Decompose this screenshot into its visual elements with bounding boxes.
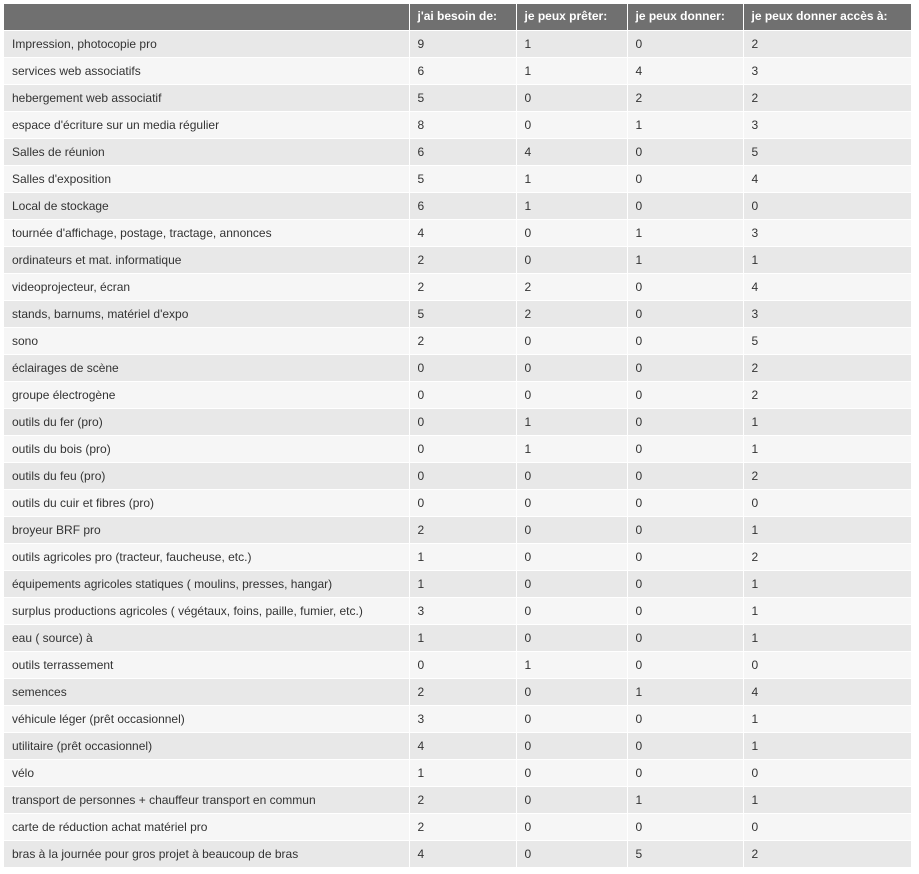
cell-resource: broyeur BRF pro [4,516,409,543]
cell-give: 1 [627,678,743,705]
cell-give: 0 [627,732,743,759]
table-row [4,705,911,732]
cell-lend: 1 [516,192,627,219]
cell-need: 2 [409,516,516,543]
cell-give-access: 0 [743,813,911,840]
header-give-access: je peux donner accès à: [743,4,911,30]
cell-give-access: 4 [743,165,911,192]
cell-give: 0 [627,597,743,624]
cell-give-access: 2 [743,84,911,111]
cell-give: 0 [627,516,743,543]
cell-lend: 4 [516,138,627,165]
table-row [4,813,911,840]
cell-lend: 0 [516,111,627,138]
table-row [4,354,911,381]
cell-lend: 0 [516,732,627,759]
table-row [4,462,911,489]
cell-give: 0 [627,813,743,840]
cell-resource: surplus productions agricoles ( végétaux, foins, paille, fumier, etc.) [4,597,409,624]
cell-need: 3 [409,705,516,732]
cell-give-access: 4 [743,678,911,705]
header-row [4,4,911,30]
cell-give: 0 [627,354,743,381]
cell-resource: Salles de réunion [4,138,409,165]
cell-give: 0 [627,408,743,435]
cell-resource: transport de personnes + chauffeur transport en commun [4,786,409,813]
cell-resource: espace d'écriture sur un media régulier [4,111,409,138]
cell-need: 0 [409,381,516,408]
table-row [4,30,911,57]
cell-give-access: 2 [743,381,911,408]
cell-need: 0 [409,435,516,462]
cell-give-access: 1 [743,516,911,543]
cell-resource: tournée d'affichage, postage, tractage, annonces [4,219,409,246]
cell-resource: stands, barnums, matériel d'expo [4,300,409,327]
cell-lend: 0 [516,327,627,354]
table-row [4,786,911,813]
cell-give-access: 0 [743,489,911,516]
header-resource [4,4,409,30]
cell-lend: 0 [516,462,627,489]
cell-give-access: 0 [743,759,911,786]
table-row [4,57,911,84]
cell-resource: outils du cuir et fibres (pro) [4,489,409,516]
cell-lend: 1 [516,165,627,192]
cell-give: 1 [627,786,743,813]
cell-resource: services web associatifs [4,57,409,84]
cell-give-access: 0 [743,651,911,678]
cell-give: 1 [627,219,743,246]
cell-need: 4 [409,732,516,759]
cell-lend: 0 [516,219,627,246]
cell-resource: videoprojecteur, écran [4,273,409,300]
table-row [4,570,911,597]
table-row [4,219,911,246]
cell-give: 0 [627,381,743,408]
cell-need: 3 [409,597,516,624]
cell-lend: 0 [516,813,627,840]
table-header [4,4,911,30]
cell-give-access: 5 [743,327,911,354]
cell-need: 5 [409,165,516,192]
cell-lend: 0 [516,354,627,381]
cell-resource: véhicule léger (prêt occasionnel) [4,705,409,732]
table-row [4,246,911,273]
cell-give-access: 0 [743,192,911,219]
table-row [4,678,911,705]
cell-resource: carte de réduction achat matériel pro [4,813,409,840]
cell-lend: 1 [516,435,627,462]
cell-need: 2 [409,678,516,705]
table-row [4,111,911,138]
cell-need: 5 [409,84,516,111]
cell-give-access: 1 [743,624,911,651]
table-row [4,165,911,192]
cell-need: 1 [409,570,516,597]
cell-resource: éclairages de scène [4,354,409,381]
cell-give: 5 [627,840,743,867]
table-row [4,381,911,408]
cell-need: 9 [409,30,516,57]
cell-give-access: 3 [743,57,911,84]
cell-give-access: 1 [743,597,911,624]
cell-need: 6 [409,138,516,165]
cell-lend: 1 [516,651,627,678]
cell-resource: équipements agricoles statiques ( moulins, presses, hangar) [4,570,409,597]
cell-need: 6 [409,57,516,84]
cell-need: 1 [409,543,516,570]
table-row [4,516,911,543]
table-row [4,489,911,516]
cell-need: 1 [409,624,516,651]
cell-give-access: 2 [743,354,911,381]
header-give: je peux donner: [627,4,743,30]
cell-give: 0 [627,435,743,462]
cell-need: 2 [409,327,516,354]
cell-need: 6 [409,192,516,219]
resource-table [4,4,911,867]
cell-lend: 0 [516,246,627,273]
cell-lend: 0 [516,84,627,111]
cell-give: 0 [627,30,743,57]
cell-resource: hebergement web associatif [4,84,409,111]
cell-give: 1 [627,246,743,273]
cell-resource: semences [4,678,409,705]
table-row [4,732,911,759]
table-row [4,840,911,867]
table-row [4,435,911,462]
cell-give: 0 [627,138,743,165]
cell-give-access: 3 [743,219,911,246]
cell-give-access: 5 [743,138,911,165]
cell-lend: 0 [516,570,627,597]
cell-give: 0 [627,462,743,489]
cell-need: 0 [409,354,516,381]
cell-lend: 0 [516,543,627,570]
cell-give-access: 1 [743,732,911,759]
cell-resource: vélo [4,759,409,786]
cell-give: 0 [627,651,743,678]
table-row [4,138,911,165]
cell-give: 0 [627,705,743,732]
cell-lend: 0 [516,597,627,624]
cell-resource: sono [4,327,409,354]
cell-give-access: 1 [743,246,911,273]
cell-give: 0 [627,300,743,327]
cell-lend: 0 [516,759,627,786]
cell-give: 2 [627,84,743,111]
cell-give-access: 3 [743,111,911,138]
cell-lend: 0 [516,489,627,516]
table-row [4,273,911,300]
cell-need: 0 [409,651,516,678]
cell-lend: 0 [516,786,627,813]
cell-lend: 1 [516,57,627,84]
cell-give-access: 1 [743,570,911,597]
cell-resource: Impression, photocopie pro [4,30,409,57]
cell-lend: 1 [516,408,627,435]
cell-give-access: 1 [743,435,911,462]
table-row [4,543,911,570]
cell-need: 4 [409,219,516,246]
cell-resource: outils agricoles pro (tracteur, faucheuse, etc.) [4,543,409,570]
cell-resource: bras à la journée pour gros projet à beaucoup de bras [4,840,409,867]
cell-need: 8 [409,111,516,138]
header-need: j'ai besoin de: [409,4,516,30]
cell-lend: 2 [516,273,627,300]
cell-need: 0 [409,462,516,489]
cell-give: 0 [627,759,743,786]
cell-give-access: 1 [743,705,911,732]
cell-need: 0 [409,489,516,516]
cell-give: 0 [627,570,743,597]
resource-table-wrapper [4,4,911,867]
header-lend: je peux prêter: [516,4,627,30]
cell-lend: 0 [516,516,627,543]
cell-resource: outils du bois (pro) [4,435,409,462]
cell-give-access: 1 [743,786,911,813]
cell-need: 0 [409,408,516,435]
table-row [4,624,911,651]
cell-need: 5 [409,300,516,327]
cell-need: 4 [409,840,516,867]
cell-resource: Salles d'exposition [4,165,409,192]
table-row [4,759,911,786]
cell-lend: 0 [516,840,627,867]
cell-resource: Local de stockage [4,192,409,219]
table-row [4,192,911,219]
cell-resource: outils du feu (pro) [4,462,409,489]
cell-resource: eau ( source) à [4,624,409,651]
cell-resource: outils du fer (pro) [4,408,409,435]
cell-lend: 1 [516,30,627,57]
cell-lend: 2 [516,300,627,327]
cell-need: 1 [409,759,516,786]
cell-give-access: 2 [743,30,911,57]
table-row [4,327,911,354]
table-row [4,597,911,624]
cell-lend: 0 [516,624,627,651]
cell-resource: ordinateurs et mat. informatique [4,246,409,273]
cell-need: 2 [409,273,516,300]
cell-give: 0 [627,192,743,219]
cell-give-access: 1 [743,408,911,435]
cell-give: 1 [627,111,743,138]
cell-lend: 0 [516,678,627,705]
cell-resource: outils terrassement [4,651,409,678]
cell-need: 2 [409,786,516,813]
table-row [4,300,911,327]
cell-give: 0 [627,543,743,570]
table-row [4,84,911,111]
cell-give: 0 [627,327,743,354]
table-row [4,651,911,678]
cell-give: 0 [627,273,743,300]
cell-give: 4 [627,57,743,84]
cell-give-access: 4 [743,273,911,300]
cell-give-access: 2 [743,840,911,867]
table-body [4,30,911,867]
cell-give-access: 2 [743,462,911,489]
cell-give: 0 [627,624,743,651]
cell-resource: groupe électrogène [4,381,409,408]
table-row [4,408,911,435]
cell-give-access: 2 [743,543,911,570]
cell-resource: utilitaire (prêt occasionnel) [4,732,409,759]
cell-give: 0 [627,165,743,192]
cell-give-access: 3 [743,300,911,327]
cell-lend: 0 [516,381,627,408]
cell-need: 2 [409,246,516,273]
cell-give: 0 [627,489,743,516]
cell-lend: 0 [516,705,627,732]
cell-need: 2 [409,813,516,840]
